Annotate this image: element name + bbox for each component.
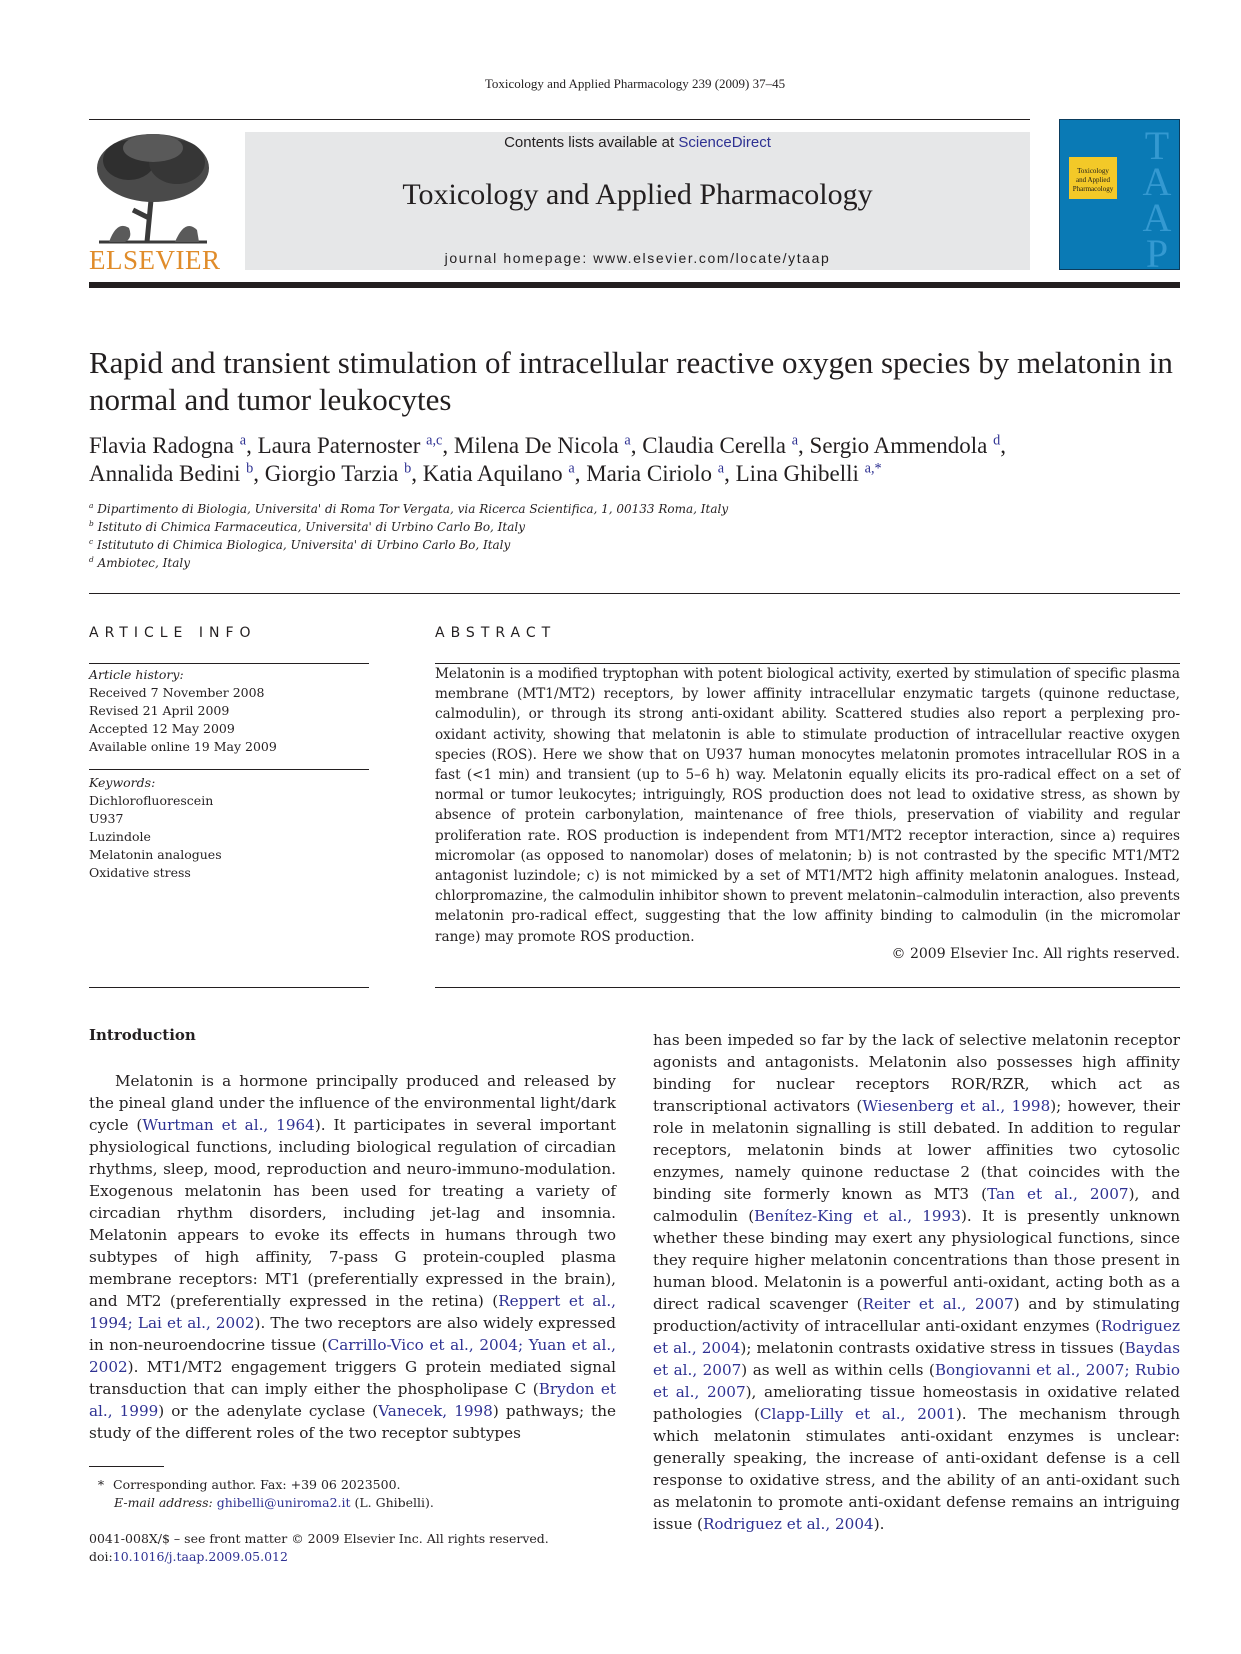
abstract-bottom-rule	[435, 987, 1180, 988]
body-text: ) pathways; the study of the different roles of the two receptor subtypes	[89, 1402, 617, 1442]
affiliation-mark: d	[89, 555, 94, 564]
keywords-block	[89, 774, 369, 882]
body-text: Melatonin is a hormone principally produced and released by the pineal gland under the influence of the environmental light/dark cycle (	[89, 1072, 616, 1134]
author-name[interactable]: Milena De Nicola	[453, 433, 619, 458]
author-affiliation-mark[interactable]: d	[993, 432, 1001, 449]
author-name[interactable]: Giorgio Tarzia	[264, 461, 399, 486]
author-affiliation-mark[interactable]: a,c	[426, 432, 443, 449]
author-affiliation-mark[interactable]: b	[404, 460, 412, 477]
email-label: E-mail address:	[114, 1495, 213, 1510]
article-info-heading: ARTICLE INFO	[89, 625, 257, 641]
masthead-bottom-rule	[89, 282, 1180, 288]
author-affiliation-mark[interactable]: a	[791, 432, 799, 449]
body-text: ). It is presently unknown whether these binding may exert any physiological functions, since they require higher melatonin concentrations than those present in human blood. Melatonin is a powerful anti-oxidant, acting both as a direct radical scavenger (	[653, 1207, 1180, 1313]
body-text: ), and calmodulin (	[653, 1185, 1180, 1225]
sciencedirect-link[interactable]: ScienceDirect	[678, 134, 771, 151]
abstract-heading: ABSTRACT	[435, 625, 557, 641]
email-note	[114, 1494, 434, 1512]
affiliation-mark: b	[89, 519, 94, 528]
author-name[interactable]: Flavia Radogna	[89, 433, 234, 458]
citation-link[interactable]: Rodriguez et al., 2004	[653, 1317, 1180, 1357]
journal-homepage[interactable]: journal homepage: www.elsevier.com/locate/ytaap	[444, 250, 831, 266]
author-affiliation-mark[interactable]: a	[568, 460, 575, 477]
abstract-text: Melatonin is a modified tryptophan with potent biological activity, exerted by stimulation of specific plasma membrane (MT1/MT2) receptors, by lower affinity intracellular enzymatic targets (quinone reductase, calmodulin), or through its strong anti-oxidant ability. Scattered studies also report a perplexing pro-oxidant activity, showing that melatonin is able to stimulate production of intracellular reactive oxygen species (ROS). Here we show that on U937 human monocytes melatonin promotes intracellular ROS in a fast (<1 min) and transient (up to 5–6 h) way. Melatonin equally elicits its pro-radical effect on a set of normal or tumor leukocytes; intriguingly, ROS production does not lead to oxidative stress, as shown by absence of protein carbonylation, maintenance of free thiols, preservation of viability and regular proliferation rate. ROS production is independent from MT1/MT2 receptor interaction, since a) requires micromolar (as opposed to nanomolar) doses of melatonin; b) is not contrasted by the specific MT1/MT2 antagonist luzindole; c) is not mimicked by a set of MT1/MT2 high affinity melatonin analogues. Instead, chlorpromazine, the calmodulin inhibitor shown to prevent melatonin–calmodulin interaction, also prevents melatonin pro-radical effect, suggesting that the low affinity binding to calmodulin (in the micromolar range) may promote ROS production.	[435, 666, 1180, 945]
affiliation	[89, 554, 1089, 572]
body-text: ).	[873, 1515, 885, 1533]
contents-line	[245, 134, 1030, 151]
affiliation-mark: c	[89, 537, 94, 546]
affiliation-text: Ambiotec, Italy	[97, 556, 190, 570]
introduction-left-column	[89, 1070, 616, 1444]
author-name[interactable]: Sergio Ammendola	[809, 433, 988, 458]
affiliation-text: Dipartimento di Biologia, Universita' di Roma Tor Vergata, via Ricerca Scientifica, 1, 00133 Roma, Italy	[97, 502, 729, 516]
body-text: ); however, their role in melatonin signalling is still debated. In addition to regular receptors, melatonin binds at lower affinities two cytosolic enzymes, namely quinone reductase 2 (that coincides with the binding site formerly known as MT3 (	[653, 1097, 1180, 1203]
doi-label: doi:	[89, 1549, 113, 1564]
citation-link[interactable]: Wurtman et al., 1964	[142, 1116, 315, 1134]
affiliation	[89, 518, 1089, 536]
introduction-heading: Introduction	[89, 1026, 196, 1044]
author-affiliation-mark[interactable]: a,*	[864, 460, 882, 477]
introduction-right-column	[653, 1029, 1180, 1535]
author-affiliation-mark[interactable]: a	[239, 432, 247, 449]
body-text: ). MT1/MT2 engagement triggers G protein mediated signal transduction that can imply either the phospholipase C (	[89, 1358, 616, 1398]
corresponding-author-note	[89, 1476, 401, 1494]
journal-cover[interactable]	[1059, 119, 1180, 270]
keywords-rule	[89, 769, 369, 770]
affiliation	[89, 536, 1089, 554]
affiliation-text: Istituto di Chimica Farmaceutica, Universita' di Urbino Carlo Bo, Italy	[97, 520, 526, 534]
author-affiliation-mark[interactable]: a	[624, 432, 631, 449]
email-link[interactable]: ghibelli@uniroma2.it	[216, 1495, 351, 1510]
logo-wordmark: ELSEVIER	[89, 245, 221, 275]
keyword-list	[89, 792, 369, 882]
history-label: Article history:	[89, 667, 184, 682]
history-item: Revised 21 April 2009	[89, 703, 230, 718]
citation-link[interactable]: Vanecek, 1998	[378, 1402, 493, 1420]
author-name[interactable]: Maria Ciriolo	[586, 461, 713, 486]
citation-link[interactable]: Baydas et al., 2007	[653, 1339, 1181, 1379]
contents-prefix: Contents lists available at	[504, 134, 679, 151]
body-text: ) as well as within cells (	[741, 1361, 935, 1379]
citation-link[interactable]: Reppert et al., 1994; Lai et al., 2002	[89, 1292, 616, 1332]
svg-text:Pharmacology: Pharmacology	[1072, 185, 1114, 193]
history-list	[89, 684, 369, 756]
author-name[interactable]: Katia Aquilano	[422, 461, 563, 486]
history-item: Received 7 November 2008	[89, 685, 265, 700]
affiliation-text: Istitututo di Chimica Biologica, Universita' di Urbino Carlo Bo, Italy	[97, 538, 511, 552]
doi-link[interactable]: 10.1016/j.taap.2009.05.012	[112, 1549, 288, 1564]
body-text: ), ameliorating tissue homeostasis in oxidative related pathologies (	[653, 1383, 1180, 1423]
keyword-item: Oxidative stress	[89, 865, 191, 880]
body-text: ). It participates in several important physiological functions, including biological regulation of circadian rhythms, sleep, mood, reproduction and neuro-immuno-modulation. Exogenous melatonin has been used for treating a variety of circadian rhythm disorders, including jet-lag and insomnia. Melatonin appears to evoke its effects in humans through two subtypes of high affinity, 7-pass G protein-coupled plasma membrane receptors: MT1 (preferentially expressed in the brain), and MT2 (preferentially expressed in the retina) (	[89, 1116, 616, 1310]
keyword-item: Luzindole	[89, 829, 151, 844]
article-info-rule	[89, 663, 369, 664]
header-divider	[89, 593, 1180, 594]
keyword-item: U937	[89, 811, 124, 826]
citation-link[interactable]: Carrillo-Vico et al., 2004; Yuan et al., 2002	[89, 1336, 616, 1376]
body-text: ) or the adenylate cyclase (	[158, 1402, 379, 1420]
body-text: ). The two receptors are also widely expressed in non-neuroendocrine tissue (	[89, 1314, 617, 1354]
keyword-item: Dichlorofluorescein	[89, 793, 214, 808]
journal-name: Toxicology and Applied Pharmacology	[402, 178, 873, 211]
affiliation-mark: a	[89, 501, 94, 510]
history-item: Available online 19 May 2009	[89, 739, 277, 754]
citation-link[interactable]: Wiesenberg et al., 1998	[862, 1097, 1051, 1115]
keyword-item: Melatonin analogues	[89, 847, 222, 862]
running-head: Toxicology and Applied Pharmacology 239 (2009) 37–45	[484, 76, 786, 91]
author-name[interactable]: Annalida Bedini	[89, 461, 241, 486]
cover-image	[1059, 119, 1180, 270]
citation-link[interactable]: Clapp-Lilly et al., 2001	[759, 1405, 956, 1423]
author-affiliation-mark[interactable]: a	[717, 460, 725, 477]
body-text: ). The mechanism through which melatonin stimulates anti-oxidant enzymes is unclear: generally speaking, the increase of anti-oxidant defense is a cell response to oxidative stress, and the ability of an anti-oxidant such as melatonin to promote anti-oxidant defense remains an intriguing issue (	[653, 1405, 1181, 1533]
article-info-bottom-rule	[89, 987, 369, 988]
article-history	[89, 666, 369, 756]
tree-icon	[89, 130, 217, 245]
history-item: Accepted 12 May 2009	[89, 721, 235, 736]
citation-link[interactable]: Reiter et al., 2007	[862, 1295, 1014, 1313]
body-text: ) and by stimulating production/activity of intracellular anti-oxidant enzymes (	[653, 1295, 1180, 1335]
author-name[interactable]: Lina Ghibelli	[735, 461, 859, 486]
svg-text:T: T	[1144, 123, 1170, 168]
abstract-copyright: © 2009 Elsevier Inc. All rights reserved.	[891, 946, 1180, 962]
footnote-rule	[89, 1466, 164, 1467]
citation-link[interactable]: Bongiovanni et al., 2007; Rubio et al., 2007	[653, 1361, 1180, 1401]
article-title: Rapid and transient stimulation of intracellular reactive oxygen species by melatonin in normal and tumor leukocytes	[89, 345, 1173, 417]
svg-text:A: A	[1142, 195, 1172, 240]
doi-line	[89, 1548, 288, 1566]
email-suffix: (L. Ghibelli).	[350, 1495, 434, 1510]
affiliation-list	[89, 500, 1089, 572]
citation-link[interactable]: Brydon et al., 1999	[89, 1380, 616, 1420]
keywords-label: Keywords:	[89, 775, 156, 790]
body-text: ); melatonin contrasts oxidative stress in tissues (	[740, 1339, 1125, 1357]
citation-link[interactable]: Benítez-King et al., 1993	[754, 1207, 961, 1225]
author-list: Flavia Radogna $^a$, Laura Paternoster $^{a,c}$, Milena De Nicola $^a$, Claudia Cerella $^a$, Sergio Ammendola $^d$, Annalida Bedini $^b$, Giorgio Tarzia $^b$, Katia Aquilano $^a$, Maria Ciriolo $^a$, Lina Ghibelli $^{a,*}$	[89, 432, 1006, 486]
footnote-mark: *	[97, 1477, 105, 1492]
svg-text:A: A	[1142, 159, 1172, 204]
svg-text:and Applied: and Applied	[1075, 176, 1111, 184]
corresponding-text: Corresponding author. Fax: +39 06 2023500.	[113, 1477, 401, 1492]
author-name[interactable]: Claudia Cerella	[642, 433, 786, 458]
citation-link[interactable]: Tan et al., 2007	[987, 1185, 1129, 1203]
svg-text:P: P	[1145, 231, 1169, 270]
author-affiliation-mark[interactable]: b	[246, 460, 254, 477]
author-name[interactable]: Laura Paternoster	[257, 433, 421, 458]
citation-link[interactable]: Rodriguez et al., 2004	[702, 1515, 874, 1533]
svg-text:Toxicology: Toxicology	[1077, 167, 1109, 175]
issn-line: 0041-008X/$ – see front matter © 2009 Elsevier Inc. All rights reserved.	[89, 1531, 549, 1546]
affiliation	[89, 500, 1089, 518]
elsevier-logo[interactable]	[89, 130, 221, 275]
body-text: has been impeded so far by the lack of selective melatonin receptor agonists and antagonists. Melatonin also possesses high affinity binding for nuclear receptors ROR/RZR, which act as transcriptional activators (	[653, 1031, 1180, 1115]
masthead-top-rule	[89, 119, 1030, 120]
